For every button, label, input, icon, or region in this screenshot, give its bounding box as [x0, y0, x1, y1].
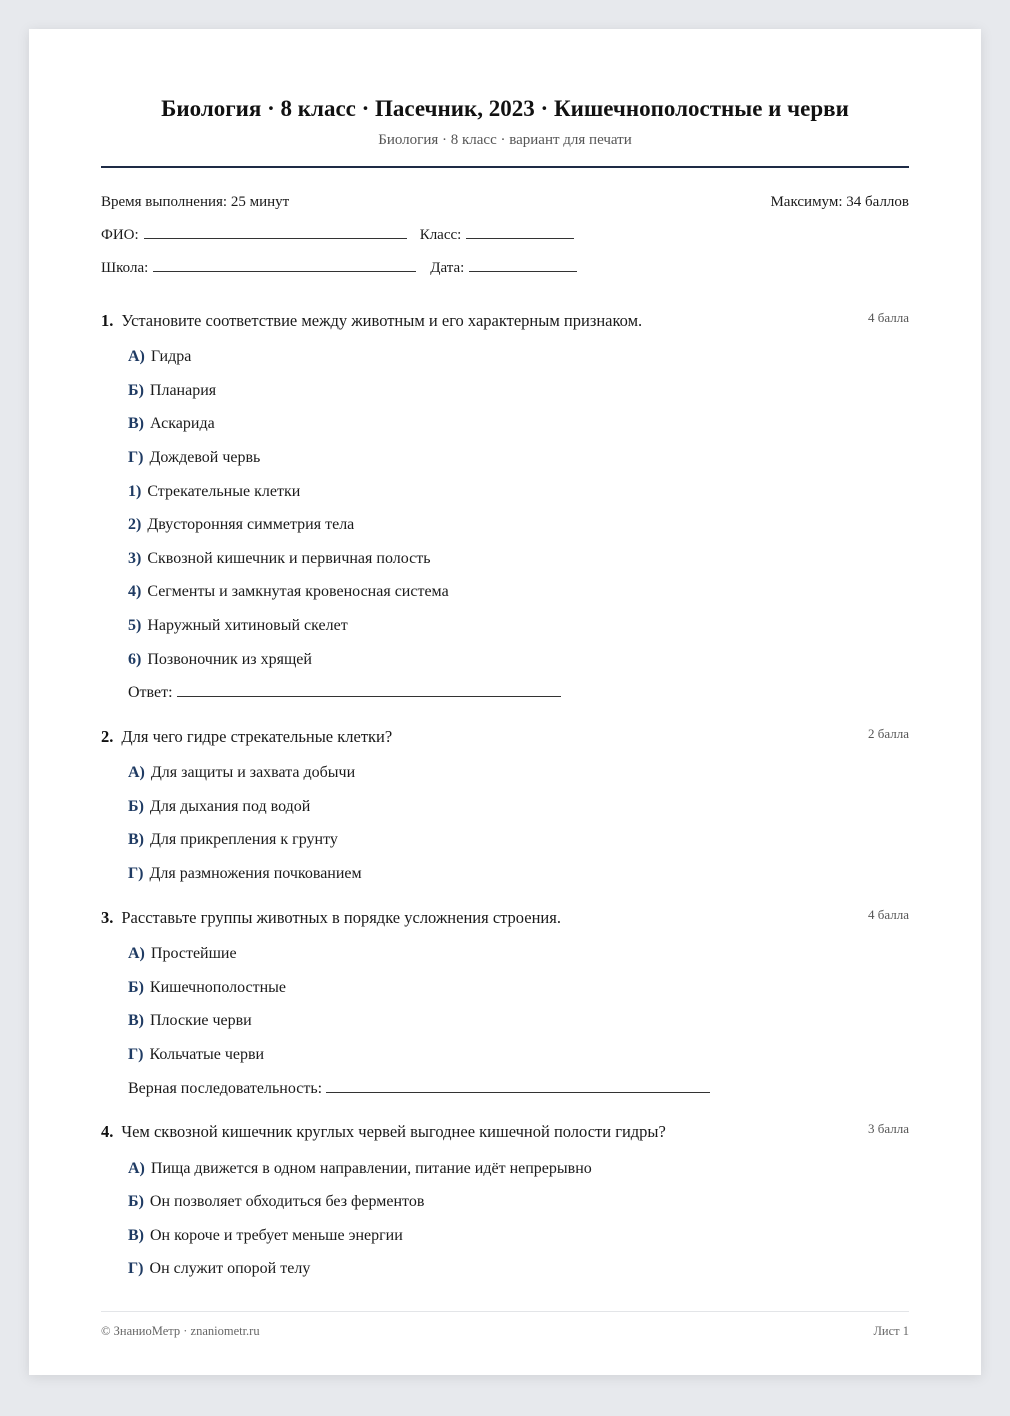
question-number: 1. [101, 311, 114, 330]
option-row [128, 823, 909, 857]
match-row [128, 508, 909, 542]
page-title: Биология · 8 класс · Пасечник, 2023 · Кишечнополостные и черви [161, 96, 849, 121]
match-label: 2) [128, 516, 142, 534]
option-row [128, 407, 909, 441]
name-class-row [101, 219, 909, 252]
question-number: 3. [101, 907, 114, 927]
option-label: Б) [128, 1193, 144, 1211]
option-label: А) [128, 1159, 145, 1177]
date-blank-line [469, 259, 577, 272]
option-text: Простейшие [150, 945, 237, 963]
question-text: Установите соответствие между животным и его характерным признаком. [121, 311, 643, 330]
option-text: Гидра [150, 348, 192, 366]
fio-blank-line [144, 226, 407, 239]
class-label: Класс: [419, 227, 462, 243]
answer-row [128, 1072, 909, 1106]
option-text: Кишечнополостные [149, 978, 287, 996]
question-2 [101, 721, 909, 891]
option-row [128, 756, 909, 790]
option-text: Он позволяет обходиться без ферментов [149, 1193, 425, 1211]
option-label: В) [128, 415, 144, 433]
footer-page-number: Лист 1 [873, 1324, 909, 1338]
date-label: Дата: [430, 260, 465, 276]
match-text: Двусторонняя симметрия тела [147, 516, 355, 534]
match-label: 6) [128, 650, 142, 668]
footer-copyright: © ЗнаниоМетр · znaniometr.ru [101, 1324, 260, 1338]
question-number: 2. [101, 727, 114, 747]
answer-label: Ответ: [128, 684, 173, 702]
option-label: В) [128, 1226, 144, 1244]
school-label: Школа: [101, 260, 149, 276]
class-blank-line [466, 226, 574, 239]
option-label: В) [128, 1012, 144, 1030]
max-score: Максимум: 34 баллов [770, 194, 909, 210]
match-label: 4) [128, 583, 142, 601]
option-label: Б) [128, 797, 144, 815]
question-list [101, 305, 909, 1286]
question-text: Чем сквозной кишечник круглых червей выгоднее кишечной полости гидры? [121, 1122, 666, 1142]
option-label: А) [128, 348, 145, 366]
page-footer [101, 1311, 909, 1340]
answer-row [128, 676, 909, 710]
question-heading [101, 721, 909, 753]
option-row [128, 1219, 909, 1253]
answer-blank-line [326, 1080, 710, 1093]
question-points: 4 балла [868, 906, 909, 922]
match-text: Позвоночник из хрящей [147, 650, 312, 668]
question-text: Расставьте группы животных в порядке усложнения строения. [121, 907, 561, 927]
match-row [128, 575, 909, 609]
option-text: Планария [149, 381, 217, 399]
option-row [128, 1152, 909, 1186]
option-row [128, 1038, 909, 1072]
option-row [128, 1185, 909, 1219]
option-row [128, 971, 909, 1005]
option-list [101, 937, 909, 1105]
answer-label: Верная последовательность: [128, 1079, 323, 1097]
option-list [101, 756, 909, 890]
option-text: Для размножения почкованием [149, 865, 362, 883]
option-text: Он короче и требует меньше энергии [150, 1226, 403, 1244]
match-row [128, 542, 909, 576]
question-1 [101, 305, 909, 710]
match-text: Наружный хитиновый скелет [147, 617, 348, 634]
match-text: Стрекательные клетки [147, 482, 301, 500]
option-row [128, 374, 909, 408]
match-text: Сегменты и замкнутая кровеносная система [147, 583, 449, 601]
match-row [128, 475, 909, 509]
worksheet-page [29, 29, 981, 1375]
question-4 [101, 1116, 909, 1286]
option-row [128, 857, 909, 891]
option-row [128, 1252, 909, 1286]
option-text: Для прикрепления к грунту [150, 831, 338, 849]
option-label: В) [128, 831, 144, 849]
school-blank-line [153, 259, 416, 272]
worksheet-header [101, 94, 909, 168]
option-text: Пища движется в одном направлении, питание идёт непрерывно [150, 1159, 592, 1177]
option-label: А) [128, 945, 145, 963]
page-subtitle: Биология · 8 класс · вариант для печати [378, 132, 632, 148]
match-row [128, 609, 909, 643]
question-points: 2 балла [868, 726, 909, 742]
question-text: Для чего гидре стрекательные клетки? [121, 727, 393, 747]
option-text: Для дыхания под водой [149, 797, 311, 815]
fio-label: ФИО: [101, 227, 139, 243]
question-points: 4 балла [868, 310, 909, 325]
option-row [128, 937, 909, 971]
answer-blank-line [177, 684, 561, 697]
option-label: А) [128, 764, 145, 782]
option-label: Г) [128, 1260, 144, 1278]
option-list [101, 340, 909, 710]
exam-meta-row [101, 186, 909, 219]
question-heading [101, 305, 909, 337]
option-text: Кольчатые черви [149, 1045, 265, 1063]
student-info [101, 186, 909, 285]
option-label: Г) [128, 865, 144, 883]
question-heading [101, 902, 909, 934]
option-list [101, 1152, 909, 1286]
option-text: Плоские черви [150, 1012, 252, 1030]
match-label: 3) [128, 549, 142, 567]
option-row [128, 441, 909, 475]
option-text: Аскарида [150, 415, 215, 433]
match-label: 5) [128, 617, 142, 634]
option-text: Для защиты и захвата добычи [150, 764, 356, 782]
option-label: Г) [128, 1045, 144, 1063]
match-row [128, 643, 909, 677]
time-limit: Время выполнения: 25 минут [101, 194, 290, 210]
option-label: Г) [128, 449, 144, 467]
option-label: Б) [128, 381, 144, 399]
option-row [128, 340, 909, 374]
question-3 [101, 902, 909, 1105]
option-row [128, 1004, 909, 1038]
option-text: Дождевой червь [149, 449, 261, 467]
school-date-row [101, 252, 909, 285]
option-label: Б) [128, 978, 144, 996]
option-text: Он служит опорой телу [149, 1260, 311, 1278]
question-number: 4. [101, 1122, 114, 1142]
question-heading [101, 1116, 909, 1148]
match-text: Сквозной кишечник и первичная полость [147, 549, 431, 567]
match-label: 1) [128, 482, 142, 500]
option-row [128, 790, 909, 824]
question-points: 3 балла [868, 1121, 909, 1137]
